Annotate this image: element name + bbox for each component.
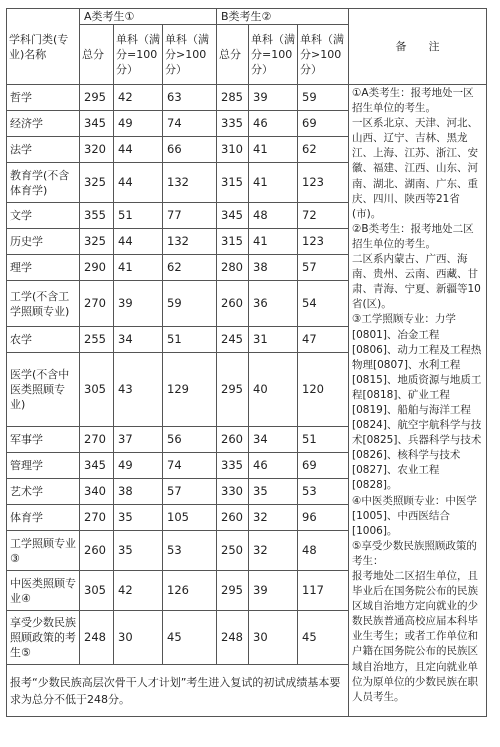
subject-name: 管理学 xyxy=(7,453,80,479)
subject-header: 学科门类(专业)名称 xyxy=(7,9,80,85)
note-paragraph: ④中医类照顾专业：中医学[1005]、中西医结合[1006]。 xyxy=(352,494,477,537)
score-table-wrapper xyxy=(6,8,487,717)
b-total-value: 260 xyxy=(217,281,249,327)
a-singleover100-value: 53 xyxy=(163,531,217,571)
b-total-value: 245 xyxy=(217,327,249,353)
a-total-value: 305 xyxy=(80,571,114,611)
b-total-value: 285 xyxy=(217,85,249,111)
b-total-value: 295 xyxy=(217,353,249,427)
b-singleover100-value: 72 xyxy=(298,203,349,229)
a-singleover100-value: 62 xyxy=(163,255,217,281)
b-singleover100-value: 54 xyxy=(298,281,349,327)
a-single100-value: 34 xyxy=(114,327,163,353)
a-total-value: 255 xyxy=(80,327,114,353)
b-total-value: 315 xyxy=(217,163,249,203)
a-total-value: 340 xyxy=(80,479,114,505)
b-total-value: 335 xyxy=(217,453,249,479)
a-total-value: 248 xyxy=(80,611,114,665)
a-single100-value: 41 xyxy=(114,255,163,281)
b-single100-value: 39 xyxy=(249,85,298,111)
note-paragraph: 二区系内蒙古、广西、海南、贵州、云南、西藏、甘肃、青海、宁夏、新疆等10省(区)。 xyxy=(352,253,481,311)
subject-name: 理学 xyxy=(7,255,80,281)
b-single100-value: 34 xyxy=(249,427,298,453)
b-singleover100-value: 57 xyxy=(298,255,349,281)
b-singleover100-header: 单科（满分>100分） xyxy=(298,25,349,85)
a-single100-value: 49 xyxy=(114,453,163,479)
a-single100-value: 35 xyxy=(114,531,163,571)
b-single100-value: 46 xyxy=(249,453,298,479)
b-singleover100-value: 69 xyxy=(298,111,349,137)
a-single100-value: 44 xyxy=(114,229,163,255)
a-total-value: 290 xyxy=(80,255,114,281)
b-singleover100-value: 48 xyxy=(298,531,349,571)
a-total-value: 345 xyxy=(80,111,114,137)
b-single100-value: 48 xyxy=(249,203,298,229)
b-singleover100-value: 62 xyxy=(298,137,349,163)
b-total-value: 295 xyxy=(217,571,249,611)
a-total-value: 325 xyxy=(80,229,114,255)
subject-name: 农学 xyxy=(7,327,80,353)
note-paragraph: ②B类考生：报考地处二区招生单位的考生。 xyxy=(352,222,474,250)
b-singleover100-value: 53 xyxy=(298,479,349,505)
b-singleover100-value: 123 xyxy=(298,163,349,203)
b-single100-header: 单科（满分=100分） xyxy=(249,25,298,85)
b-total-value: 260 xyxy=(217,427,249,453)
a-singleover100-value: 132 xyxy=(163,163,217,203)
note-paragraph: 一区系北京、天津、河北、山西、辽宁、吉林、黑龙江、上海、江苏、浙江、安徽、福建、江西、山东、河南、湖北、湖南、广东、重庆、四川、陕西等21省(市)。 xyxy=(352,117,478,220)
note-paragraph: ③工学照顾专业：力学[0801]、冶金工程[0806]、动力工程及工程热物理[0807]、水利工程[0815]、地质资源与地质工程[0818]、矿业工程[0819]、船舶与海洋工程[0824]、航空宇航科学与技术[0825]、兵器科学与技术[0826]、核科学与技术[0827]、农业工程[0828]。 xyxy=(352,313,482,492)
a-singleover100-value: 129 xyxy=(163,353,217,427)
a-single100-value: 30 xyxy=(114,611,163,665)
b-singleover100-value: 123 xyxy=(298,229,349,255)
score-table xyxy=(6,8,487,717)
b-singleover100-value: 59 xyxy=(298,85,349,111)
a-total-value: 345 xyxy=(80,453,114,479)
subject-name: 军事学 xyxy=(7,427,80,453)
a-total-value: 355 xyxy=(80,203,114,229)
a-total-value: 260 xyxy=(80,531,114,571)
subject-name: 哲学 xyxy=(7,85,80,111)
a-total-value: 320 xyxy=(80,137,114,163)
a-singleover100-value: 105 xyxy=(163,505,217,531)
b-singleover100-value: 120 xyxy=(298,353,349,427)
a-single100-value: 39 xyxy=(114,281,163,327)
a-singleover100-value: 56 xyxy=(163,427,217,453)
b-total-value: 260 xyxy=(217,505,249,531)
b-single100-value: 30 xyxy=(249,611,298,665)
note-paragraph: ⑤享受少数民族照顾政策的考生： xyxy=(352,539,477,567)
b-single100-value: 31 xyxy=(249,327,298,353)
a-total-value: 305 xyxy=(80,353,114,427)
b-singleover100-value: 45 xyxy=(298,611,349,665)
notes-header: 备 注 xyxy=(349,9,487,85)
b-singleover100-value: 96 xyxy=(298,505,349,531)
a-single100-value: 42 xyxy=(114,85,163,111)
subject-name: 教育学(不含体育学) xyxy=(7,163,80,203)
b-single100-value: 38 xyxy=(249,255,298,281)
a-single100-value: 43 xyxy=(114,353,163,427)
b-total-value: 330 xyxy=(217,479,249,505)
b-total-value: 345 xyxy=(217,203,249,229)
a-single100-value: 51 xyxy=(114,203,163,229)
a-singleover100-value: 66 xyxy=(163,137,217,163)
subject-name: 工学照顾专业③ xyxy=(7,531,80,571)
b-singleover100-value: 117 xyxy=(298,571,349,611)
subject-name: 体育学 xyxy=(7,505,80,531)
b-total-value: 335 xyxy=(217,111,249,137)
subject-name: 经济学 xyxy=(7,111,80,137)
subject-name: 历史学 xyxy=(7,229,80,255)
a-total-value: 325 xyxy=(80,163,114,203)
b-total-value: 310 xyxy=(217,137,249,163)
group-a-header: A类考生① xyxy=(80,9,217,25)
a-total-value: 270 xyxy=(80,427,114,453)
a-singleover100-value: 126 xyxy=(163,571,217,611)
b-single100-value: 32 xyxy=(249,531,298,571)
a-single100-value: 44 xyxy=(114,137,163,163)
a-singleover100-value: 57 xyxy=(163,479,217,505)
b-total-value: 250 xyxy=(217,531,249,571)
footer-note: 报考“少数民族高层次骨干人才计划”考生进入复试的初试成绩基本要求为总分不低于248分。 xyxy=(7,665,349,717)
note-paragraph: ①A类考生：报考地处一区招生单位的考生。 xyxy=(352,87,474,115)
subject-name: 享受少数民族照顾政策的考生⑤ xyxy=(7,611,80,665)
b-total-value: 315 xyxy=(217,229,249,255)
subject-name: 艺术学 xyxy=(7,479,80,505)
a-single100-value: 35 xyxy=(114,505,163,531)
a-singleover100-value: 59 xyxy=(163,281,217,327)
b-single100-value: 46 xyxy=(249,111,298,137)
b-single100-value: 36 xyxy=(249,281,298,327)
b-singleover100-value: 51 xyxy=(298,427,349,453)
b-single100-value: 41 xyxy=(249,229,298,255)
b-single100-value: 40 xyxy=(249,353,298,427)
notes-cell xyxy=(349,85,487,717)
b-total-value: 280 xyxy=(217,255,249,281)
subject-name: 文学 xyxy=(7,203,80,229)
a-single100-value: 49 xyxy=(114,111,163,137)
subject-name: 医学(不含中医类照顾专业) xyxy=(7,353,80,427)
a-singleover100-value: 132 xyxy=(163,229,217,255)
a-singleover100-value: 74 xyxy=(163,453,217,479)
note-paragraph: 报考地处二区招生单位，且毕业后在国务院公布的民族区域自治地方定向就业的少数民族普通高校应届本科毕业生考生；或者工作单位和户籍在国务院公布的民族区域自治地方，且定向就业单位为原单位的少数民族在职人员考生。 xyxy=(352,570,478,703)
a-single100-value: 42 xyxy=(114,571,163,611)
a-singleover100-value: 63 xyxy=(163,85,217,111)
subject-name: 工学(不含工学照顾专业) xyxy=(7,281,80,327)
b-total-value: 248 xyxy=(217,611,249,665)
a-total-value: 270 xyxy=(80,505,114,531)
subject-name: 中医类照顾专业④ xyxy=(7,571,80,611)
a-single100-value: 38 xyxy=(114,479,163,505)
subject-name: 法学 xyxy=(7,137,80,163)
table-row xyxy=(7,85,487,111)
a-single100-value: 44 xyxy=(114,163,163,203)
a-single100-header: 单科（满分=100分） xyxy=(114,25,163,85)
b-single100-value: 41 xyxy=(249,137,298,163)
a-singleover100-header: 单科（满分>100分） xyxy=(163,25,217,85)
group-b-header: B类考生② xyxy=(217,9,349,25)
b-singleover100-value: 69 xyxy=(298,453,349,479)
b-total-header: 总分 xyxy=(217,25,249,85)
b-single100-value: 32 xyxy=(249,505,298,531)
b-single100-value: 35 xyxy=(249,479,298,505)
b-singleover100-value: 47 xyxy=(298,327,349,353)
a-singleover100-value: 51 xyxy=(163,327,217,353)
a-total-value: 295 xyxy=(80,85,114,111)
a-singleover100-value: 74 xyxy=(163,111,217,137)
a-singleover100-value: 45 xyxy=(163,611,217,665)
b-single100-value: 41 xyxy=(249,163,298,203)
a-total-header: 总分 xyxy=(80,25,114,85)
b-single100-value: 39 xyxy=(249,571,298,611)
a-single100-value: 37 xyxy=(114,427,163,453)
a-singleover100-value: 77 xyxy=(163,203,217,229)
a-total-value: 270 xyxy=(80,281,114,327)
